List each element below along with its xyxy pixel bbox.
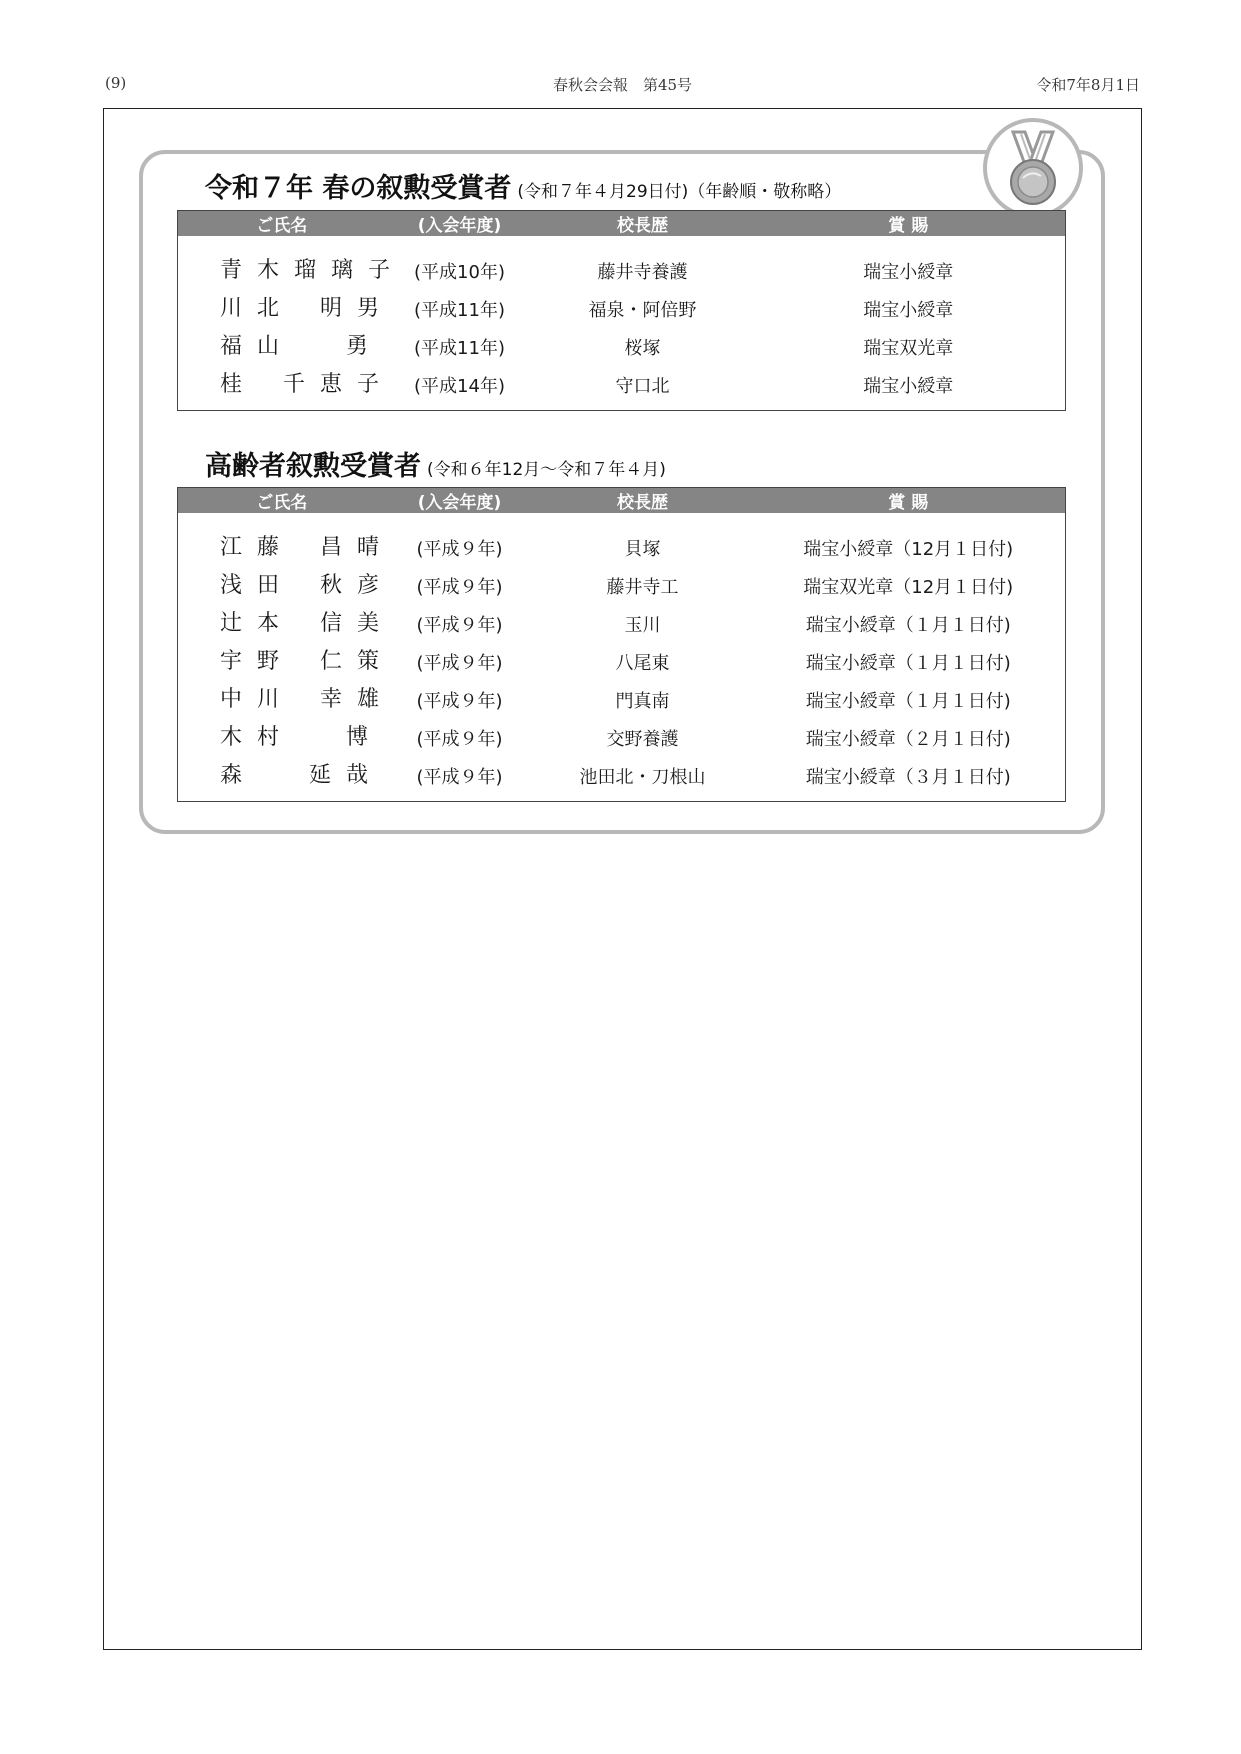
join-year: (平成11年) — [414, 300, 505, 321]
table-row — [178, 513, 1066, 565]
spring-title-sub: (令和７年４月29日付)（年齢順・敬称略） — [517, 182, 842, 202]
join-year: (平成９年) — [416, 729, 503, 750]
join-year: (平成９年) — [416, 615, 503, 636]
page-number: (9) — [105, 74, 127, 92]
col-name-header: ご氏名 — [178, 211, 386, 237]
join-year: (平成９年) — [416, 691, 503, 712]
join-year: (平成９年) — [416, 577, 503, 598]
recipient-name: 川 北 明 男 — [220, 296, 383, 321]
table-row — [178, 603, 1066, 641]
table-row — [178, 641, 1066, 679]
join-year: (平成10年) — [414, 262, 505, 283]
publication-title: 春秋会会報 第45号 — [552, 76, 693, 94]
recipient-name: 木 村 博 — [220, 725, 372, 750]
join-year: (平成９年) — [416, 766, 503, 788]
table-row — [178, 288, 1066, 326]
award-name: 瑞宝小綬章（３月１日付) — [805, 766, 1011, 788]
col-award-header: 賞 賜 — [752, 211, 1066, 237]
award-name: 瑞宝小綬章 — [863, 375, 954, 397]
table-row — [178, 755, 1066, 801]
principal-history: 交野養護 — [606, 729, 679, 750]
table-header-row — [178, 488, 1066, 514]
recipient-name: 福 山 勇 — [220, 334, 372, 359]
principal-history: 門真南 — [615, 691, 670, 712]
join-year: (平成11年) — [414, 338, 505, 359]
elderly-title-main: 高齢者叙勲受賞者 — [205, 451, 421, 482]
recipient-name: 辻 本 信 美 — [220, 611, 383, 636]
principal-history: 桜塚 — [624, 338, 661, 359]
col-year-header: (入会年度) — [386, 488, 534, 514]
elderly-title-sub: (令和６年12月〜令和７年４月) — [427, 460, 666, 480]
col-school-header: 校長歴 — [534, 211, 752, 237]
issue-date: 令和7年8月1日 — [1036, 76, 1140, 94]
award-name: 瑞宝小綬章（12月１日付) — [803, 539, 1014, 560]
spring-awards-table — [177, 210, 1066, 411]
award-name: 瑞宝小綬章（２月１日付) — [805, 729, 1011, 750]
principal-history: 八尾東 — [615, 653, 670, 674]
elderly-awards-table — [177, 487, 1066, 802]
award-name: 瑞宝小綬章（１月１日付) — [805, 653, 1011, 674]
page-header — [105, 74, 1140, 96]
elderly-awards-title — [205, 444, 666, 483]
principal-history: 福泉・阿倍野 — [588, 300, 697, 321]
join-year: (平成９年) — [416, 539, 503, 560]
join-year: (平成９年) — [416, 653, 503, 674]
principal-history: 守口北 — [615, 375, 670, 397]
table-row — [178, 565, 1066, 603]
table-row — [178, 326, 1066, 364]
table-row — [178, 679, 1066, 717]
recipient-name: 江 藤 昌 晴 — [220, 535, 383, 560]
col-name-header: ご氏名 — [178, 488, 386, 514]
principal-history: 玉川 — [624, 615, 661, 636]
table-header-row — [178, 211, 1066, 237]
principal-history: 藤井寺養護 — [597, 262, 688, 283]
award-name: 瑞宝小綬章（１月１日付) — [805, 615, 1011, 636]
table-row — [178, 717, 1066, 755]
principal-history: 藤井寺工 — [606, 577, 679, 598]
award-name: 瑞宝小綬章（１月１日付) — [805, 691, 1011, 712]
spring-awards-title — [205, 166, 841, 205]
recipient-name: 青 木 瑠 璃 子 — [220, 258, 394, 283]
col-award-header: 賞 賜 — [752, 488, 1066, 514]
award-name: 瑞宝双光章（12月１日付) — [803, 577, 1014, 598]
principal-history: 池田北・刀根山 — [579, 766, 706, 788]
col-school-header: 校長歴 — [534, 488, 752, 514]
principal-history: 貝塚 — [624, 539, 661, 560]
medal-icon — [983, 118, 1083, 218]
award-name: 瑞宝小綬章 — [863, 262, 954, 283]
table-row — [178, 236, 1066, 288]
recipient-name: 森 延 哉 — [220, 762, 372, 788]
col-year-header: (入会年度) — [386, 211, 534, 237]
spring-title-main: 令和７年 春の叙勲受賞者 — [205, 173, 512, 204]
award-name: 瑞宝双光章 — [863, 338, 954, 359]
recipient-name: 宇 野 仁 策 — [220, 649, 383, 674]
recipient-name: 中 川 幸 雄 — [220, 687, 383, 712]
join-year: (平成14年) — [414, 375, 505, 397]
table-row — [178, 364, 1066, 410]
award-name: 瑞宝小綬章 — [863, 300, 954, 321]
recipient-name: 桂 千 恵 子 — [220, 371, 383, 397]
recipient-name: 浅 田 秋 彦 — [220, 573, 383, 598]
